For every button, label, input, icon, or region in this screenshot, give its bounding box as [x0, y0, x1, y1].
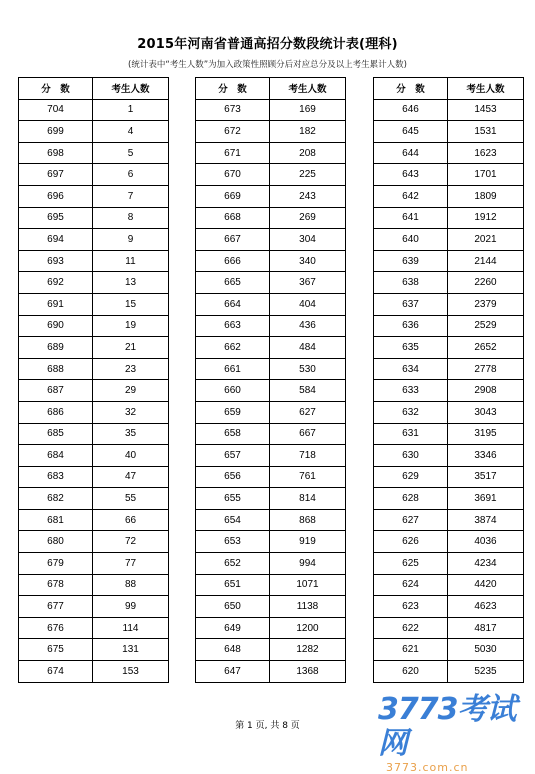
score-cell: 648	[196, 639, 270, 661]
score-cell: 637	[374, 293, 448, 315]
count-cell: 3043	[448, 401, 524, 423]
score-cell: 666	[196, 250, 270, 272]
score-cell: 656	[196, 466, 270, 488]
score-cell: 673	[196, 99, 270, 121]
table-row	[19, 121, 169, 143]
score-cell: 646	[374, 99, 448, 121]
table-row	[196, 661, 346, 683]
score-cell: 699	[19, 121, 93, 143]
count-cell: 23	[93, 358, 169, 380]
score-cell: 647	[196, 661, 270, 683]
count-cell: 404	[270, 293, 346, 315]
count-cell: 29	[93, 380, 169, 402]
count-cell: 77	[93, 553, 169, 575]
score-table-2	[195, 77, 346, 683]
table-row	[196, 423, 346, 445]
count-cell: 269	[270, 207, 346, 229]
count-cell: 55	[93, 488, 169, 510]
score-header: 分 数	[196, 78, 270, 100]
count-cell: 35	[93, 423, 169, 445]
count-cell: 530	[270, 358, 346, 380]
table-row	[374, 661, 524, 683]
watermark-logo-text: 3773考试网	[378, 692, 516, 761]
table-row	[19, 401, 169, 423]
count-cell: 4036	[448, 531, 524, 553]
count-cell: 15	[93, 293, 169, 315]
score-cell: 659	[196, 401, 270, 423]
table-row	[374, 553, 524, 575]
table-row	[196, 488, 346, 510]
table-row	[374, 358, 524, 380]
score-cell: 668	[196, 207, 270, 229]
count-cell: 584	[270, 380, 346, 402]
score-cell: 675	[19, 639, 93, 661]
count-cell: 994	[270, 553, 346, 575]
table-row	[19, 358, 169, 380]
count-header: 考生人数	[448, 78, 524, 100]
table-row	[374, 596, 524, 618]
score-cell: 698	[19, 142, 93, 164]
table-row	[19, 574, 169, 596]
table-row	[19, 466, 169, 488]
table-row	[19, 661, 169, 683]
table-row	[374, 99, 524, 121]
score-cell: 697	[19, 164, 93, 186]
table-row	[196, 617, 346, 639]
count-cell: 153	[93, 661, 169, 683]
table-row	[19, 164, 169, 186]
score-cell: 671	[196, 142, 270, 164]
table-row	[196, 337, 346, 359]
table-row	[196, 272, 346, 294]
table-row	[19, 207, 169, 229]
score-cell: 688	[19, 358, 93, 380]
score-cell: 662	[196, 337, 270, 359]
count-cell: 1623	[448, 142, 524, 164]
score-cell: 680	[19, 531, 93, 553]
count-cell: 627	[270, 401, 346, 423]
count-cell: 1531	[448, 121, 524, 143]
table-row	[196, 401, 346, 423]
count-cell: 436	[270, 315, 346, 337]
table-row	[196, 229, 346, 251]
score-cell: 704	[19, 99, 93, 121]
count-cell: 99	[93, 596, 169, 618]
score-cell: 634	[374, 358, 448, 380]
table-row	[374, 401, 524, 423]
score-cell: 679	[19, 553, 93, 575]
count-cell: 3346	[448, 445, 524, 467]
score-cell: 625	[374, 553, 448, 575]
table-row	[374, 164, 524, 186]
score-cell: 655	[196, 488, 270, 510]
table-row	[196, 531, 346, 553]
table-row	[19, 185, 169, 207]
table-row	[19, 293, 169, 315]
score-cell: 663	[196, 315, 270, 337]
count-cell: 868	[270, 509, 346, 531]
count-cell: 1701	[448, 164, 524, 186]
table-row	[19, 99, 169, 121]
count-cell: 72	[93, 531, 169, 553]
score-cell: 653	[196, 531, 270, 553]
count-cell: 4	[93, 121, 169, 143]
table-row	[374, 639, 524, 661]
score-table-3	[373, 77, 524, 683]
table-row	[196, 639, 346, 661]
table-row	[19, 639, 169, 661]
count-cell: 1200	[270, 617, 346, 639]
count-cell: 340	[270, 250, 346, 272]
table-row	[374, 142, 524, 164]
score-cell: 681	[19, 509, 93, 531]
score-cell: 683	[19, 466, 93, 488]
count-cell: 243	[270, 185, 346, 207]
score-cell: 674	[19, 661, 93, 683]
count-cell: 2260	[448, 272, 524, 294]
score-cell: 636	[374, 315, 448, 337]
score-cell: 622	[374, 617, 448, 639]
table-row	[196, 596, 346, 618]
score-header: 分 数	[374, 78, 448, 100]
count-cell: 3517	[448, 466, 524, 488]
count-cell: 919	[270, 531, 346, 553]
page-footer: 第 1 页, 共 8 页	[235, 721, 300, 731]
table-row	[196, 574, 346, 596]
count-cell: 367	[270, 272, 346, 294]
table-row	[196, 509, 346, 531]
count-cell: 2652	[448, 337, 524, 359]
score-cell: 633	[374, 380, 448, 402]
table-row	[196, 185, 346, 207]
table-row	[19, 315, 169, 337]
table-row	[196, 293, 346, 315]
score-cell: 693	[19, 250, 93, 272]
score-cell: 682	[19, 488, 93, 510]
score-cell: 665	[196, 272, 270, 294]
table-row	[19, 229, 169, 251]
score-cell: 638	[374, 272, 448, 294]
score-cell: 696	[19, 185, 93, 207]
count-cell: 2379	[448, 293, 524, 315]
score-cell: 686	[19, 401, 93, 423]
table-row	[196, 358, 346, 380]
table-row	[374, 445, 524, 467]
score-cell: 641	[374, 207, 448, 229]
table-row	[196, 142, 346, 164]
count-cell: 667	[270, 423, 346, 445]
table-row	[19, 617, 169, 639]
score-cell: 689	[19, 337, 93, 359]
watermark-logo	[378, 692, 528, 774]
score-cell: 631	[374, 423, 448, 445]
score-cell: 664	[196, 293, 270, 315]
table-row	[374, 617, 524, 639]
count-cell: 5030	[448, 639, 524, 661]
score-cell: 695	[19, 207, 93, 229]
score-cell: 678	[19, 574, 93, 596]
count-cell: 1282	[270, 639, 346, 661]
score-cell: 651	[196, 574, 270, 596]
score-cell: 620	[374, 661, 448, 683]
count-cell: 32	[93, 401, 169, 423]
score-cell: 628	[374, 488, 448, 510]
score-cell: 672	[196, 121, 270, 143]
count-cell: 718	[270, 445, 346, 467]
table-row	[196, 121, 346, 143]
score-cell: 630	[374, 445, 448, 467]
score-cell: 643	[374, 164, 448, 186]
table-row	[374, 337, 524, 359]
score-cell: 692	[19, 272, 93, 294]
table-row	[374, 509, 524, 531]
score-cell: 644	[374, 142, 448, 164]
table-row	[374, 293, 524, 315]
score-cell: 652	[196, 553, 270, 575]
count-cell: 2778	[448, 358, 524, 380]
count-cell: 1138	[270, 596, 346, 618]
score-cell: 676	[19, 617, 93, 639]
table-row	[19, 596, 169, 618]
table-header-row	[374, 78, 524, 100]
count-cell: 484	[270, 337, 346, 359]
count-header: 考生人数	[93, 78, 169, 100]
table-header-row	[19, 78, 169, 100]
score-cell: 626	[374, 531, 448, 553]
count-cell: 1453	[448, 99, 524, 121]
page-title: 2015年河南省普通高招分数段统计表(理科)	[137, 37, 398, 52]
score-cell: 635	[374, 337, 448, 359]
table-row	[374, 488, 524, 510]
score-cell: 629	[374, 466, 448, 488]
score-cell: 642	[374, 185, 448, 207]
count-cell: 1368	[270, 661, 346, 683]
count-cell: 304	[270, 229, 346, 251]
score-cell: 621	[374, 639, 448, 661]
count-cell: 1912	[448, 207, 524, 229]
table-row	[374, 121, 524, 143]
table-row	[19, 380, 169, 402]
table-row	[19, 509, 169, 531]
count-header: 考生人数	[270, 78, 346, 100]
table-row	[196, 99, 346, 121]
score-cell: 650	[196, 596, 270, 618]
score-cell: 661	[196, 358, 270, 380]
count-cell: 47	[93, 466, 169, 488]
count-cell: 9	[93, 229, 169, 251]
count-cell: 40	[93, 445, 169, 467]
table-row	[196, 250, 346, 272]
table-row	[374, 315, 524, 337]
count-cell: 761	[270, 466, 346, 488]
score-cell: 657	[196, 445, 270, 467]
table-row	[374, 229, 524, 251]
count-cell: 2908	[448, 380, 524, 402]
count-cell: 7	[93, 185, 169, 207]
score-header: 分 数	[19, 78, 93, 100]
count-cell: 225	[270, 164, 346, 186]
table-row	[19, 488, 169, 510]
score-cell: 639	[374, 250, 448, 272]
count-cell: 8	[93, 207, 169, 229]
score-cell: 640	[374, 229, 448, 251]
table-row	[19, 531, 169, 553]
count-cell: 4234	[448, 553, 524, 575]
table-row	[374, 380, 524, 402]
count-cell: 11	[93, 250, 169, 272]
table-row	[19, 423, 169, 445]
count-cell: 13	[93, 272, 169, 294]
table-row	[374, 250, 524, 272]
count-cell: 182	[270, 121, 346, 143]
count-cell: 5235	[448, 661, 524, 683]
score-cell: 684	[19, 445, 93, 467]
count-cell: 2144	[448, 250, 524, 272]
count-cell: 5	[93, 142, 169, 164]
count-cell: 814	[270, 488, 346, 510]
count-cell: 1809	[448, 185, 524, 207]
table-row	[196, 164, 346, 186]
count-cell: 4623	[448, 596, 524, 618]
count-cell: 1071	[270, 574, 346, 596]
table-row	[19, 250, 169, 272]
table-row	[374, 466, 524, 488]
score-cell: 654	[196, 509, 270, 531]
count-cell: 19	[93, 315, 169, 337]
score-cell: 694	[19, 229, 93, 251]
count-cell: 3691	[448, 488, 524, 510]
table-row	[374, 207, 524, 229]
score-cell: 645	[374, 121, 448, 143]
count-cell: 114	[93, 617, 169, 639]
table-row	[374, 531, 524, 553]
table-row	[19, 553, 169, 575]
table-row	[19, 337, 169, 359]
table-row	[374, 185, 524, 207]
count-cell: 2021	[448, 229, 524, 251]
score-cell: 687	[19, 380, 93, 402]
score-cell: 649	[196, 617, 270, 639]
table-row	[19, 142, 169, 164]
score-cell: 632	[374, 401, 448, 423]
count-cell: 169	[270, 99, 346, 121]
count-cell: 1	[93, 99, 169, 121]
score-cell: 660	[196, 380, 270, 402]
score-cell: 691	[19, 293, 93, 315]
table-row	[196, 380, 346, 402]
score-cell: 685	[19, 423, 93, 445]
score-cell: 658	[196, 423, 270, 445]
score-cell: 624	[374, 574, 448, 596]
table-row	[374, 272, 524, 294]
table-header-row	[196, 78, 346, 100]
watermark-url: 3773.com.cn	[386, 761, 469, 774]
table-row	[196, 466, 346, 488]
table-row	[196, 207, 346, 229]
score-cell: 670	[196, 164, 270, 186]
count-cell: 21	[93, 337, 169, 359]
count-cell: 3874	[448, 509, 524, 531]
count-cell: 208	[270, 142, 346, 164]
count-cell: 6	[93, 164, 169, 186]
table-row	[19, 272, 169, 294]
count-cell: 4817	[448, 617, 524, 639]
table-row	[374, 574, 524, 596]
score-cell: 623	[374, 596, 448, 618]
score-cell: 690	[19, 315, 93, 337]
score-cell: 669	[196, 185, 270, 207]
score-cell: 627	[374, 509, 448, 531]
score-table-1	[18, 77, 169, 683]
table-row	[19, 445, 169, 467]
score-cell: 667	[196, 229, 270, 251]
table-row	[196, 445, 346, 467]
count-cell: 131	[93, 639, 169, 661]
count-cell: 88	[93, 574, 169, 596]
table-row	[196, 553, 346, 575]
count-cell: 3195	[448, 423, 524, 445]
table-row	[374, 423, 524, 445]
count-cell: 2529	[448, 315, 524, 337]
count-cell: 66	[93, 509, 169, 531]
page-subtitle: (统计表中“考生人数”为加入政策性照顾分后对应总分及以上考生累计人数)	[128, 60, 407, 70]
score-cell: 677	[19, 596, 93, 618]
count-cell: 4420	[448, 574, 524, 596]
table-row	[196, 315, 346, 337]
